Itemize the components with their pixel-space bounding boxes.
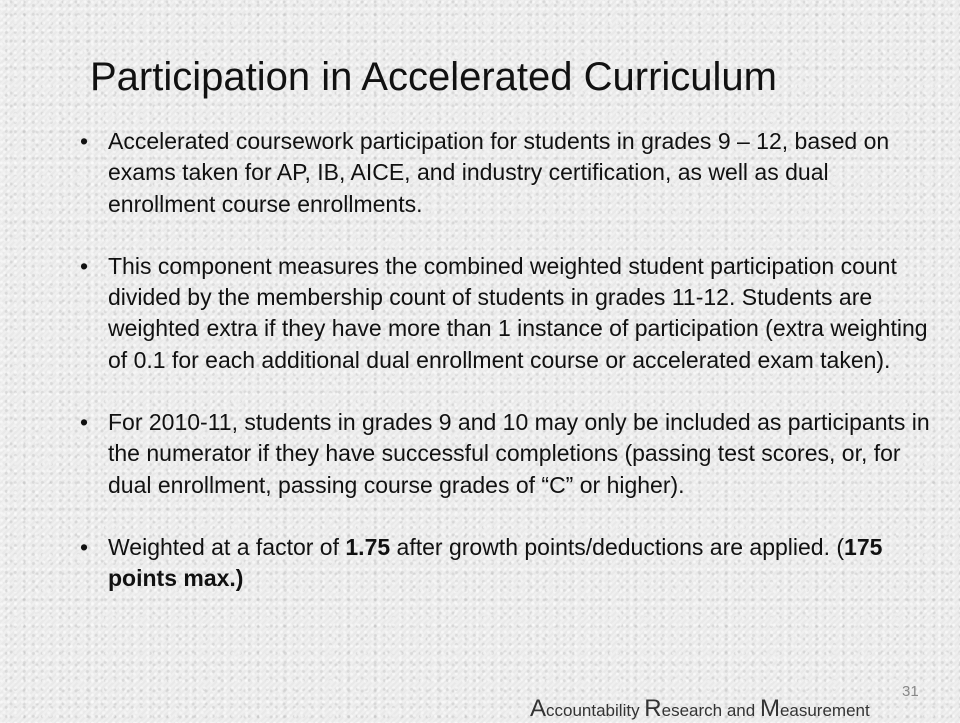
footer-cap-m: M [759, 695, 780, 722]
footer-word-measurement: easurement [779, 701, 870, 720]
weighting-text-part1: Weighted at a factor of [108, 533, 346, 560]
slide-title: Participation in Accelerated Curriculum [90, 54, 777, 99]
footer-cap-a: A [530, 695, 547, 722]
bullet-item-coursework: • Accelerated coursework participation for students in grades 9 – 12, based on exams taken for AP, IB, AICE, and industry certification, as well as dual enrollment course enrollments. [80, 126, 930, 220]
weighting-text-part2: after growth points/deductions are applied. ( [390, 533, 845, 560]
bullet-item-component-measure: • This component measures the combined weighted student participation count divided by the membership count of students in grades 11-12. Students are weighted extra if they have more than 1 instance of participation (extra weighting of 0.1 for each additional dual enrollment course or accelerated exam taken). [80, 251, 930, 376]
bullet-item-weighting [80, 532, 930, 595]
bullet-item-2010-11-rule: • For 2010-11, students in grades 9 and 10 may only be included as participants in the numerator if they have successful completions (passing test scores, or, for dual enrollment, passing course grades of “C” or higher). [80, 407, 930, 501]
points-max: 175 points max.) [108, 533, 883, 592]
weighting-factor: 1.75 [345, 533, 391, 560]
footer-word-research: esearch and [661, 701, 760, 720]
bullet-list [80, 126, 930, 626]
page-number: 31 [902, 683, 919, 700]
footer-brand [530, 695, 870, 723]
footer-cap-r: R [644, 695, 662, 722]
footer-word-accountability: ccountability [546, 701, 645, 720]
